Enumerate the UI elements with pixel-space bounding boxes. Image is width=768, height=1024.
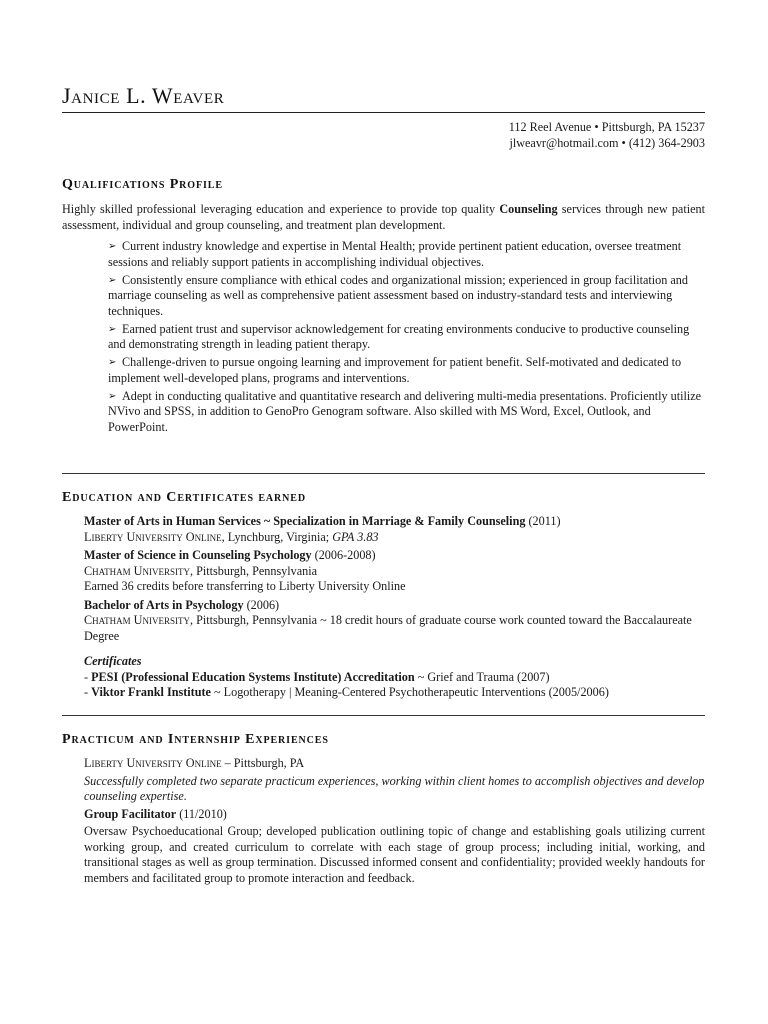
certificate-item [84,685,705,701]
summary-text-2: services through new patient assessment, individual and group counseling, and treatment plan development. [62,202,705,232]
header-divider [62,112,705,113]
practicum-org: Liberty University Online [84,756,222,770]
practicum-role-detail: Oversaw Psychoeducational Group; developed publication outlining topic of change and establishing goals utilizing current working group, and created curriculum to correlate with each stage of group process; including initial, working, and transitional stages as well as group termination. Discussed informed consent and confidentiality; provided weekly handouts for members and facilitated group to promote interaction and feedback. [84,824,705,885]
degree-years: (2006-2008) [311,548,376,562]
practicum-section [62,756,705,886]
education-heading: Education and Certificates earned [62,490,306,505]
arrow-bullet-icon: ➢ [108,390,117,402]
degree-school-line [84,613,705,644]
school-location: , Lynchburg, Virginia; [221,529,333,544]
certificate-name: Viktor Frankl Institute [91,685,211,699]
degree-entry [84,598,705,645]
qualification-bullet [62,239,705,270]
address-line: 112 Reel Avenue • Pittsburgh, PA 15237 [508,120,705,134]
practicum-role: Group Facilitator [84,806,177,821]
certificate-dash: - [84,685,92,699]
contact-block [509,119,705,151]
qualification-text: Consistently ensure compliance with ethical codes and organizational mission; experienced in group facilitation and marriage counseling as well as comprehensive patient assessment based on industry-standard tests and interviewing techniques. [108,272,688,318]
practicum-location: – Pittsburgh, PA [221,756,305,770]
gpa: GPA 3.83 [332,529,379,544]
school-name: Chatham University [84,563,190,578]
practicum-role-date: (11/2010) [176,806,227,821]
certificate-dash: - [84,669,92,684]
summary-bold-term: Counseling [499,202,558,216]
qualification-bullet [62,389,705,436]
certificate-item [84,670,705,686]
qualification-text: Current industry knowledge and expertise in Mental Health; provide pertinent patient education, oversee treatment sessions and reliably support patients in accomplishing individual objectives. [108,239,682,269]
qualification-bullet [62,322,705,353]
degree-school-line [84,530,705,546]
certificates-heading: Certificates [84,654,142,668]
arrow-bullet-icon: ➢ [108,241,117,252]
qualifications-summary [62,202,705,233]
degree-school-line [84,564,705,580]
degree-years: (2011) [525,514,561,528]
section-divider [62,473,705,474]
school-location: , Pittsburgh, Pennsylvania [189,563,318,578]
certificate-detail: ~ Logotherapy | Meaning-Centered Psychotherapeutic Interventions (2005/2006) [210,685,609,699]
arrow-bullet-icon: ➢ [108,357,117,368]
summary-text-1: Highly skilled professional leveraging education and experience to provide top quality [62,202,500,216]
practicum-role-line [62,807,705,823]
qualification-bullet [62,355,705,386]
degree-entry [84,514,705,545]
degree-years: (2006) [243,597,280,612]
email-phone-line: jlweavr@hotmail.com • (412) 364-2903 [509,136,705,150]
qualification-text: Earned patient trust and supervisor acknowledgement for creating environments conducive to productive counseling and demonstrating strength in leading patient therapy. [108,321,690,351]
section-divider [62,715,705,716]
degree-entry [84,548,705,595]
qualifications-section [62,202,705,438]
school-name: Chatham University [84,613,190,627]
degree-note: Earned 36 credits before transferring to Liberty University Online [84,579,406,593]
degree-name: Master of Arts in Human Services ~ Specialization in Marriage & Family Counseling [84,514,526,528]
qualifications-bullet-list [62,239,705,435]
education-section [62,514,705,701]
degree-title-line [84,548,705,564]
qualification-text: Adept in conducting qualitative and quantitative research and delivering multi-media presentations. Proficiently utilize NVivo and SPSS, in addition to GenoPro Genogram software. Also skilled with MS Word, Excel, Outlook, and PowerPoint. [108,388,702,434]
school-location: , Pittsburgh, Pennsylvania ~ 18 credit hours of graduate course work counted toward the Baccalaureate Degree [84,613,692,643]
degree-name: Master of Science in Counseling Psychology [84,548,312,562]
qualification-text: Challenge-driven to pursue ongoing learning and improvement for patient benefit. Self-motivated and dedicated to implement well-developed plans, programs and interventions. [108,355,682,385]
degree-title-line [84,514,705,530]
arrow-bullet-icon: ➢ [108,323,117,335]
certificates-block [84,654,705,701]
candidate-name: Janice L. Weaver [62,83,225,108]
school-name: Liberty University Online [84,529,222,544]
practicum-org-line [62,756,705,772]
qualifications-heading: Qualifications Profile [62,177,223,192]
degree-title-line [84,598,705,614]
practicum-description: Successfully completed two separate practicum experiences, working within client homes to accomplish objectives and develop counseling expertise. [84,773,705,803]
certificate-detail: ~ Grief and Trauma (2007) [414,669,550,684]
qualification-bullet [62,273,705,320]
arrow-bullet-icon: ➢ [108,274,117,286]
certificate-name: PESI (Professional Education Systems Institute) Accreditation [91,669,415,684]
practicum-heading: Practicum and Internship Experiences [62,732,329,747]
degree-name: Bachelor of Arts in Psychology [84,597,244,612]
